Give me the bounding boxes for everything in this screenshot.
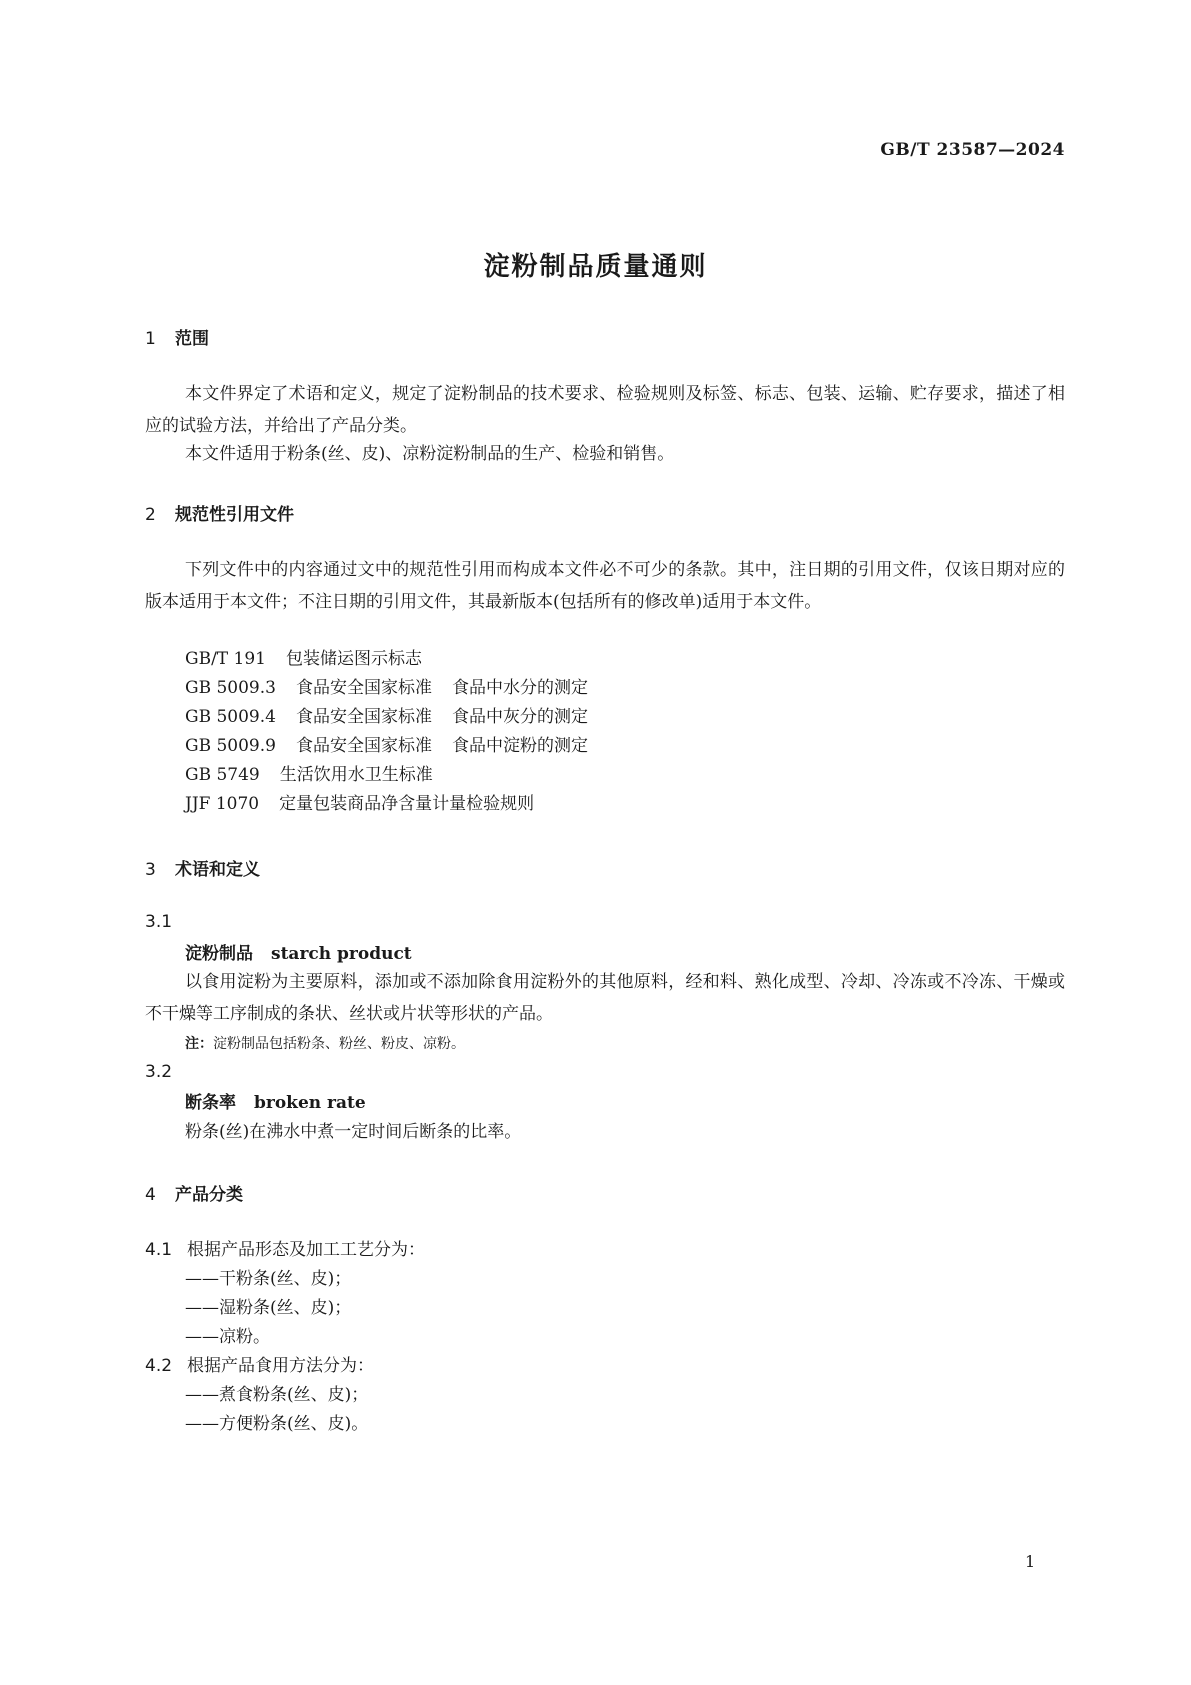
reference-code: GB 5749 xyxy=(185,765,260,785)
term-heading xyxy=(145,1087,366,1119)
section-number: 2 xyxy=(145,505,156,525)
list-item: ——煮食粉条(丝、皮)； xyxy=(185,1385,369,1405)
section-title: 范围 xyxy=(175,329,209,349)
reference-code: JJF 1070 xyxy=(185,794,260,814)
section-title: 规范性引用文件 xyxy=(175,505,294,525)
document-code: GB/T 23587—2024 xyxy=(880,140,1065,160)
reference-subtitle: 食品中灰分的测定 xyxy=(451,707,588,727)
reference-item xyxy=(145,643,422,675)
reference-item xyxy=(145,672,588,704)
clause xyxy=(145,1350,374,1382)
reference-item xyxy=(145,759,433,791)
term-zh: 断条率 xyxy=(185,1093,236,1113)
reference-subtitle: 食品中水分的测定 xyxy=(451,678,588,698)
reference-subtitle: 食品中淀粉的测定 xyxy=(451,736,588,756)
section-heading-references xyxy=(145,500,294,525)
reference-code: GB 5009.3 xyxy=(185,678,276,698)
reference-title: 食品安全国家标准 xyxy=(295,707,432,727)
clause-number: 4.1 xyxy=(145,1240,173,1260)
document-title: 淀粉制品质量通则 xyxy=(483,252,708,282)
reference-code: GB 5009.4 xyxy=(185,707,276,727)
section-number: 1 xyxy=(145,329,156,349)
reference-title: 定量包装商品净含量计量检验规则 xyxy=(279,794,535,814)
references-intro: 下列文件中的内容通过文中的规范性引用而构成本文件必不可少的条款。其中，注日期的引用文件，仅该日期对应的版本适用于本文件；不注日期的引用文件，其最新版本(包括所有的修改单)适用于本文件。 xyxy=(145,560,1065,612)
section-heading-classification xyxy=(145,1180,243,1205)
reference-title: 食品安全国家标准 xyxy=(295,736,432,756)
clause-number: 4.2 xyxy=(145,1356,173,1376)
list-item: ——方便粉条(丝、皮)。 xyxy=(185,1414,369,1434)
term-en: starch product xyxy=(271,944,412,964)
term-note xyxy=(145,1028,465,1060)
scope-paragraph-1: 本文件界定了术语和定义，规定了淀粉制品的技术要求、检验规则及标签、标志、包装、运输、贮存要求，描述了相应的试验方法，并给出了产品分类。 xyxy=(145,384,1065,436)
reference-title: 生活饮用水卫生标准 xyxy=(279,765,433,785)
page-number: 1 xyxy=(1025,1552,1036,1571)
term-en: broken rate xyxy=(254,1093,366,1113)
term-number: 3.1 xyxy=(145,912,173,932)
term-zh: 淀粉制品 xyxy=(185,944,253,964)
section-heading-terms xyxy=(145,855,260,880)
section-number: 4 xyxy=(145,1185,156,1205)
reference-code: GB/T 191 xyxy=(185,649,266,669)
reference-code: GB 5009.9 xyxy=(185,736,276,756)
clause-text: 根据产品食用方法分为： xyxy=(187,1356,374,1376)
reference-item xyxy=(145,788,534,820)
term-number: 3.2 xyxy=(145,1062,173,1082)
scope-paragraph-2: 本文件适用于粉条(丝、皮)、凉粉淀粉制品的生产、检验和销售。 xyxy=(185,444,675,464)
reference-item xyxy=(145,701,588,733)
term-definition: 粉条(丝)在沸水中煮一定时间后断条的比率。 xyxy=(185,1122,522,1142)
reference-title: 包装储运图示标志 xyxy=(286,649,422,669)
list-item: ——干粉条(丝、皮)； xyxy=(185,1269,352,1289)
section-title: 术语和定义 xyxy=(175,860,260,880)
section-number: 3 xyxy=(145,860,156,880)
reference-title: 食品安全国家标准 xyxy=(295,678,432,698)
clause xyxy=(145,1234,425,1266)
list-item: ——湿粉条(丝、皮)； xyxy=(185,1298,352,1318)
clause-text: 根据产品形态及加工工艺分为： xyxy=(187,1240,425,1260)
reference-item xyxy=(145,730,588,762)
note-text: 淀粉制品包括粉条、粉丝、粉皮、凉粉。 xyxy=(213,1036,465,1052)
section-title: 产品分类 xyxy=(175,1185,243,1205)
section-heading-scope xyxy=(145,324,209,349)
list-item: ——凉粉。 xyxy=(185,1327,270,1347)
note-label: 注： xyxy=(185,1036,213,1052)
term-definition: 以食用淀粉为主要原料，添加或不添加除食用淀粉外的其他原料，经和料、熟化成型、冷却、冷冻或不冷冻、干燥或不干燥等工序制成的条状、丝状或片状等形状的产品。 xyxy=(145,972,1065,1024)
